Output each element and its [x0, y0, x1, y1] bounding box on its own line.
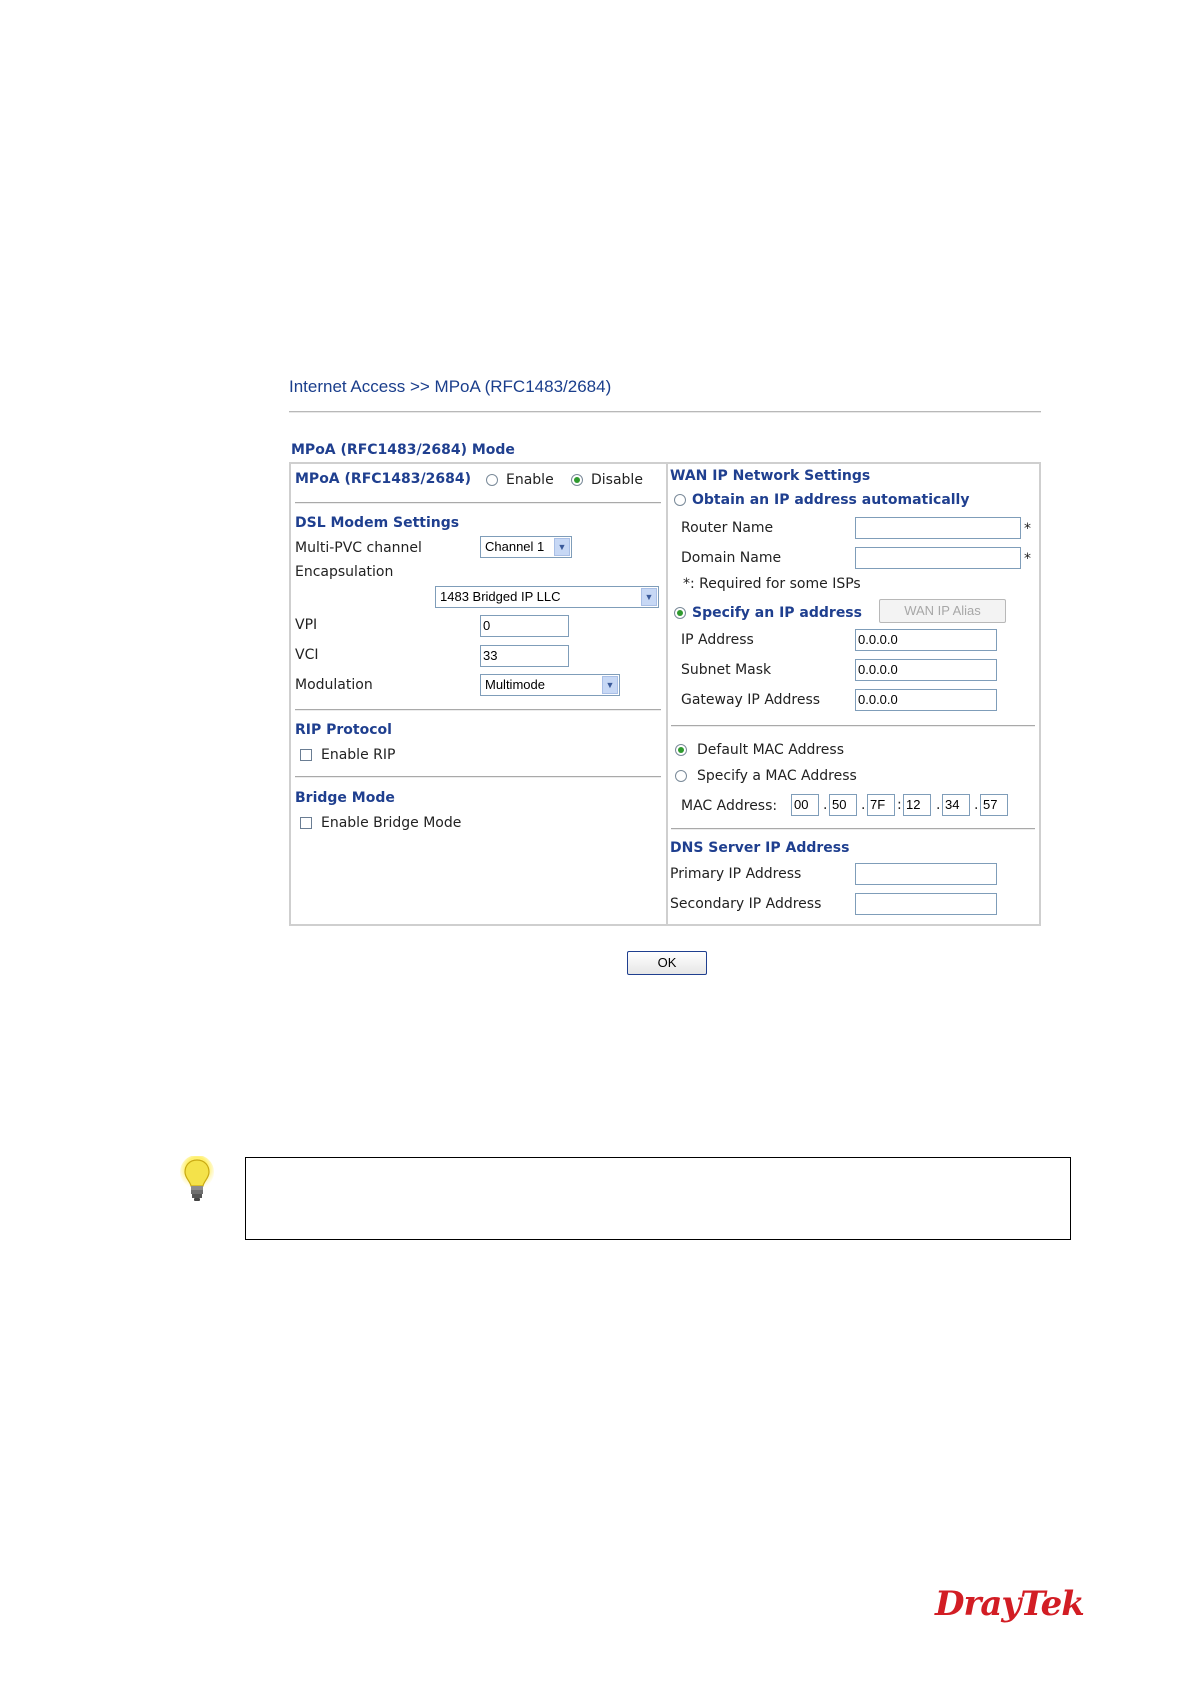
domain-name-label: Domain Name: [681, 550, 782, 566]
left-separator-2: [295, 709, 661, 711]
modulation-value: Multimode: [485, 677, 545, 692]
secondary-dns-label: Secondary IP Address: [670, 896, 822, 912]
lightbulb-icon: [179, 1156, 215, 1204]
ok-button[interactable]: OK: [627, 951, 707, 975]
wan-ip-alias-button[interactable]: WAN IP Alias: [879, 599, 1006, 623]
router-name-input[interactable]: [855, 517, 1021, 539]
vpi-input[interactable]: 0: [480, 615, 569, 637]
vci-label: VCI: [295, 647, 319, 663]
enable-rip-label: Enable RIP: [321, 747, 396, 763]
mac-separator: .: [936, 797, 941, 813]
ip-address-input[interactable]: 0.0.0.0: [855, 629, 997, 651]
right-separator-1: [671, 725, 1035, 727]
required-note: *: Required for some ISPs: [683, 576, 861, 592]
mac-address-label: MAC Address:: [681, 798, 778, 814]
mac-separator: .: [823, 797, 828, 813]
specify-mac-label: Specify a MAC Address: [697, 768, 857, 784]
chevron-down-icon: ▼: [602, 676, 618, 694]
gateway-label: Gateway IP Address: [681, 692, 821, 708]
mac-octet-6[interactable]: 57: [980, 794, 1008, 816]
wan-ip-heading: WAN IP Network Settings: [670, 468, 871, 484]
mpoa-enable-label: Enable: [506, 472, 554, 488]
draytek-logo: DrayTek: [935, 1584, 1084, 1624]
ip-address-label: IP Address: [681, 632, 754, 648]
obtain-auto-radio[interactable]: [674, 494, 686, 506]
mac-octet-1[interactable]: 00: [791, 794, 819, 816]
obtain-auto-label: Obtain an IP address automatically: [692, 492, 970, 508]
note-box: [245, 1157, 1071, 1240]
left-separator-1: [295, 502, 661, 504]
chevron-down-icon: ▼: [554, 538, 570, 556]
left-separator-3: [295, 776, 661, 778]
mac-octet-5[interactable]: 34: [942, 794, 970, 816]
encapsulation-select[interactable]: [435, 586, 659, 608]
mac-octet-3[interactable]: 7F: [867, 794, 895, 816]
multi-pvc-select[interactable]: [480, 536, 572, 558]
primary-dns-input[interactable]: [855, 863, 997, 885]
domain-name-input[interactable]: [855, 547, 1021, 569]
mpoa-disable-radio[interactable]: [571, 474, 583, 486]
dsl-settings-heading: DSL Modem Settings: [295, 515, 460, 531]
enable-bridge-checkbox[interactable]: [300, 817, 312, 829]
mac-octet-4[interactable]: 12: [903, 794, 931, 816]
specify-mac-radio[interactable]: [675, 770, 687, 782]
section-title: MPoA (RFC1483/2684) Mode: [291, 442, 515, 458]
gateway-input[interactable]: 0.0.0.0: [855, 689, 997, 711]
right-separator-2: [671, 828, 1035, 830]
domain-name-required: *: [1024, 551, 1031, 567]
multi-pvc-label: Multi-PVC channel: [295, 540, 422, 556]
specify-ip-radio[interactable]: [674, 607, 686, 619]
encapsulation-value: 1483 Bridged IP LLC: [440, 589, 561, 604]
specify-ip-label: Specify an IP address: [692, 605, 862, 621]
vpi-label: VPI: [295, 617, 318, 633]
mac-octet-2[interactable]: 50: [829, 794, 857, 816]
multi-pvc-value: Channel 1: [485, 539, 545, 554]
primary-dns-label: Primary IP Address: [670, 866, 802, 882]
title-divider: [289, 411, 1041, 413]
subnet-mask-label: Subnet Mask: [681, 662, 772, 678]
rip-heading: RIP Protocol: [295, 722, 392, 738]
encapsulation-label: Encapsulation: [295, 564, 394, 580]
chevron-down-icon: ▼: [641, 588, 657, 606]
mpoa-mode-label: MPoA (RFC1483/2684): [295, 471, 471, 487]
mac-separator: .: [861, 797, 866, 813]
mpoa-enable-radio[interactable]: [486, 474, 498, 486]
bridge-heading: Bridge Mode: [295, 790, 395, 806]
default-mac-radio[interactable]: [675, 744, 687, 756]
dns-heading: DNS Server IP Address: [670, 840, 850, 856]
mpoa-disable-label: Disable: [591, 472, 643, 488]
enable-rip-checkbox[interactable]: [300, 749, 312, 761]
modulation-label: Modulation: [295, 677, 373, 693]
vci-input[interactable]: 33: [480, 645, 569, 667]
mac-separator: :: [897, 797, 902, 813]
default-mac-label: Default MAC Address: [697, 742, 844, 758]
secondary-dns-input[interactable]: [855, 893, 997, 915]
enable-bridge-label: Enable Bridge Mode: [321, 815, 462, 831]
column-divider: [666, 464, 668, 924]
modulation-select[interactable]: [480, 674, 620, 696]
page-title: Internet Access >> MPoA (RFC1483/2684): [289, 377, 612, 396]
subnet-mask-input[interactable]: 0.0.0.0: [855, 659, 997, 681]
mac-separator: .: [974, 797, 979, 813]
router-name-required: *: [1024, 521, 1031, 537]
router-name-label: Router Name: [681, 520, 774, 536]
